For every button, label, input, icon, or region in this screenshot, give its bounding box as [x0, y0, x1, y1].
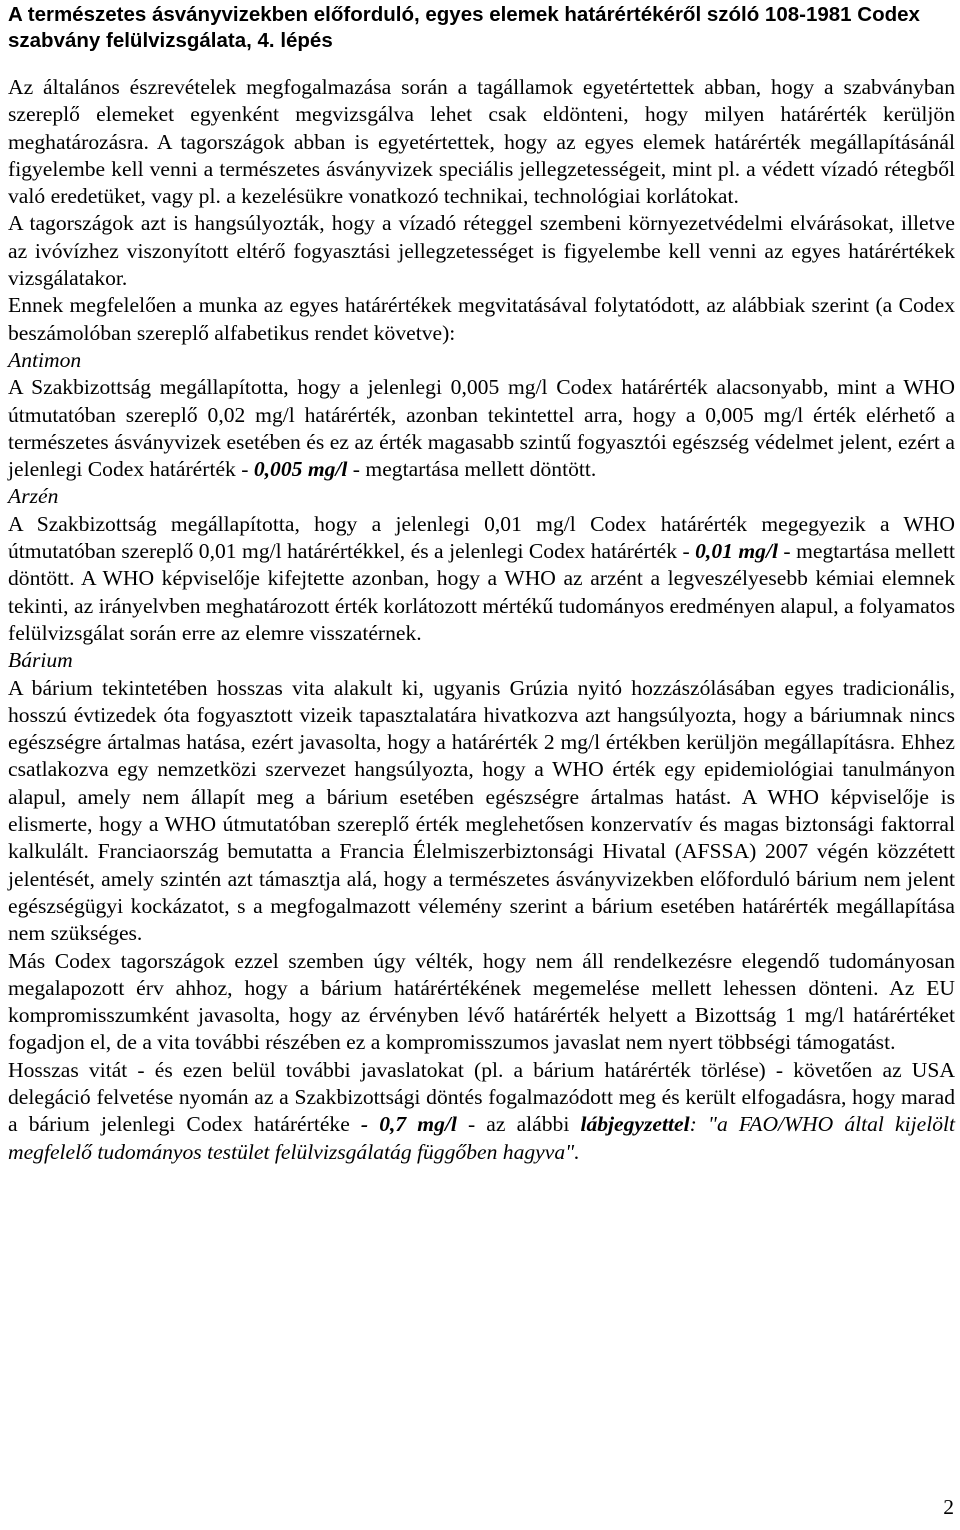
intro-paragraph-1b: A tagországok abban is egyetértettek, hogy az egyes elemek határérték megállapításánál figyelembe kell venni a természetes ásványvizek speciális jellegzetességeit, mint pl. a védett vízadó rétegből való eredetüket, vagy pl. a kezelésükre vonatkozó technikai, technológiai korlátokat. — [8, 129, 955, 209]
barium-limit-value: - 0,7 mg/l — [360, 1112, 457, 1137]
arzen-paragraph — [8, 511, 955, 647]
page-number: 2 — [943, 1495, 954, 1519]
barium-paragraph-3 — [8, 1057, 955, 1166]
section-heading-barium: Bárium — [8, 648, 73, 673]
section-heading-antimon: Antimon — [8, 347, 82, 372]
intro-paragraph-1 — [8, 74, 955, 210]
footnote-text: : "a FAO/WHO által kijelölt megfelelő tudományos testület felülvizsgálatág függőben hagyva". — [8, 1112, 955, 1164]
footnote-label: lábjegyzettel — [580, 1112, 690, 1137]
intro-paragraph-1a: Az általános észrevételek megfogalmazása során a tagállamok egyetértettek abban, hogy a szabványban szereplő elemeket egyenként megvizsgálva lehet csak eldönteni, hogy milyen határérték kerüljön meghatározásra. — [8, 75, 955, 154]
document-title: A természetes ásványvizekben előforduló, egyes elemek határértékéről szóló 108-1981 Codex szabvány felülvizsgálata, 4. lépés — [8, 3, 920, 52]
arzen-text-a: A Szakbizottság megállapította, hogy a jelenlegi 0,01 mg/l Codex határérték megegyezik a WHO útmutatóban szereplő 0,01 mg/l határértékkel, és a jelenlegi Codex határérték - — [8, 511, 955, 564]
arzen-text-b: - megtartása mellett döntött. A WHO képviselője kifejtette azonban, hogy a WHO az arzént a legveszélyesebb kémiai elemnek tekinti, az irányelvben meghatározott érték korlátozott mértékű tudományos eredményen alapul, a folyamatos felülvizsgálat során erre az elemre visszatérnek. — [8, 539, 956, 645]
antimon-limit-value: 0,005 mg/l — [253, 457, 348, 482]
intro-paragraph-3: Ennek megfelelően a munka az egyes határértékek megvitatásával folytatódott, az alábbiak szerint (a Codex beszámolóban szereplő alfabetikus rendet követve): — [8, 293, 955, 345]
barium-paragraph-2: Más Codex tagországok ezzel szemben úgy vélték, hogy nem áll rendelkezésre elegendő tudományosan megalapozott érv ahhoz, hogy a bárium határértékének megemelése mellett lehessen dönteni. Az EU kompromisszumként javasolta, hogy az érvényben lévő határérték helyett a Bizottság 1 mg/l határértéket fogadjon el, de a vita további részében ez a kompromisszumos javaslat nem nyert többségi támogatást. — [8, 948, 955, 1055]
document-page — [8, 0, 955, 1166]
barium-p3-text-a: Hosszas vitát - és ezen belül további javaslatokat (pl. a bárium határérték törlése) - követően az USA delegáció felvetése nyomán az a Szakbizottsági döntés fogalmazódott meg és került elfogadásra, hogy marad a bárium jelenlegi Codex határértéke — [8, 1057, 955, 1137]
arzen-limit-value: 0,01 mg/l — [695, 539, 778, 564]
document-body — [8, 74, 955, 1166]
antimon-paragraph — [8, 374, 955, 483]
antimon-text-a: A Szakbizottság megállapította, hogy a jelenlegi 0,005 mg/l Codex határérték alacsonyabb, mint a WHO útmutatóban szereplő 0,02 mg/l határérték, azonban tekintettel arra, hogy a 0,005 mg/l érték elérhető a természetes ásványvizek esetében és ez az érték magasabb szintű fogyasztói egészség védelmet jelent, ezért a jelenlegi Codex határérték - — [8, 375, 955, 482]
antimon-text-b: - megtartása mellett döntött. — [347, 457, 597, 482]
intro-paragraph-2: A tagországok azt is hangsúlyozták, hogy a vízadó réteggel szembeni környezetvédelmi elvárásokat, illetve az ivóvízhez viszonyított eltérő fogyasztási jellegzetességet is figyelembe kell venni az egyes határértékek vizsgálatakor. — [8, 211, 955, 291]
section-heading-arzen: Arzén — [8, 484, 59, 509]
barium-p3-text-b: - az alábbi — [456, 1112, 581, 1137]
barium-paragraph-1: A bárium tekintetében hosszas vita alakult ki, ugyanis Grúzia nyitó hozzászólásában egyes tradicionális, hosszú évtizedek óta fogyasztott vizeik tapasztalatára hivatkozva azt hangsúlyozta, hogy a báriumnak nincs egészségre ártalmas hatása, ezért javasolta, hogy a határérték 2 mg/l értékben kerüljön megállapításra. Ehhez csatlakozva egy nemzetközi szervezet hangsúlyozta, hogy a WHO érték egy epidemiológiai tanulmányon alapul, amely nem állapít meg a bárium esetében egészségre ártalmas hatást. A WHO képviselője is elismerte, hogy a WHO útmutatóban szereplő érték meglehetősen konzervatív és magas biztonsági faktorral kalkulált. Franciaország bemutatta a Francia Élelmiszerbiztonsági Hivatal (AFSSA) 2007 végén közzétett jelentését, amely szintén azt támasztja alá, hogy a természetes ásványvizekben előforduló bárium nem jelent egészségügyi kockázatot, s a megfogalmazott vélemény szerint a bárium esetében határérték megállapítása nem szükséges. — [8, 675, 955, 946]
